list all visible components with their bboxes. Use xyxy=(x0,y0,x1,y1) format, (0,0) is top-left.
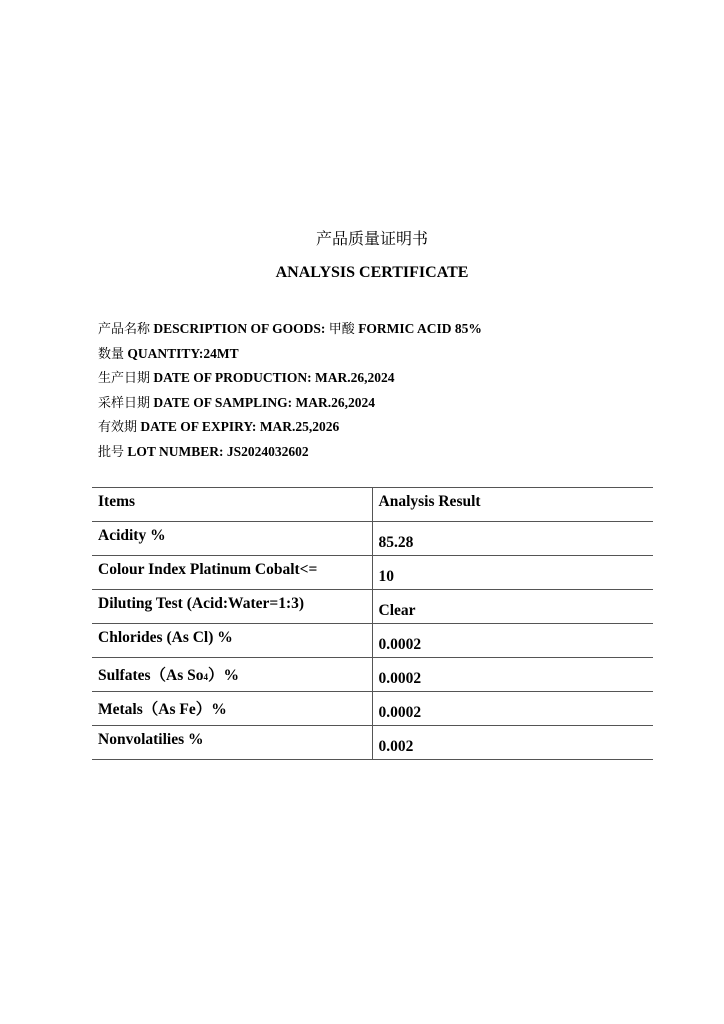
row-item: Nonvolatilies % xyxy=(92,726,372,760)
sampling-label-cn: 采样日期 xyxy=(98,395,151,411)
sulfates-unit: ）% xyxy=(208,667,240,684)
sampling-date-line xyxy=(98,394,658,419)
expiry-date-line xyxy=(98,418,658,443)
description-value-cn: 甲酸 xyxy=(328,322,355,337)
table-row xyxy=(92,590,653,624)
analysis-results-table xyxy=(92,487,653,760)
production-date-value: MAR.26,2024 xyxy=(315,370,395,386)
row-item: Diluting Test (Acid:Water=1:3) xyxy=(92,590,372,624)
row-item: Chlorides (As Cl) % xyxy=(92,624,372,658)
production-date-line xyxy=(98,369,658,394)
row-item: Colour Index Platinum Cobalt<= xyxy=(92,556,372,590)
document-title-english: ANALYSIS CERTIFICATE xyxy=(275,264,469,281)
header-items: Items xyxy=(92,488,372,522)
table-row xyxy=(92,556,653,590)
header-analysis-result: Analysis Result xyxy=(372,488,653,522)
lot-label-en: LOT NUMBER: xyxy=(127,443,224,459)
table-row xyxy=(92,692,653,726)
table-row xyxy=(92,624,653,658)
sulfates-label: Sulfates（As So xyxy=(98,667,204,684)
row-result: 85.28 xyxy=(372,522,653,556)
subscript-four: 4 xyxy=(203,672,209,682)
quantity-label-en: QUANTITY: xyxy=(127,345,204,361)
row-result: 0.0002 xyxy=(372,624,653,658)
row-result: 0.002 xyxy=(372,726,653,760)
description-label-cn: 产品名称 xyxy=(98,322,151,337)
table-row xyxy=(92,658,653,692)
row-result: 10 xyxy=(372,556,653,590)
quantity-line xyxy=(98,345,658,370)
lot-number-value: JS2024032602 xyxy=(226,443,309,459)
expiry-label-cn: 有效期 xyxy=(98,420,138,436)
table-header-row xyxy=(92,488,653,522)
quantity-label-cn: 数量 xyxy=(98,346,125,362)
row-result: 0.0002 xyxy=(372,692,653,726)
production-label-en: DATE OF PRODUCTION: xyxy=(153,370,312,386)
document-title-chinese: 产品质量证明书 xyxy=(315,229,428,248)
row-item: Acidity % xyxy=(92,522,372,556)
row-item: Metals（As Fe）% xyxy=(92,692,372,726)
expiry-date-value: MAR.25,2026 xyxy=(259,419,340,435)
row-item xyxy=(92,658,372,692)
production-label-cn: 生产日期 xyxy=(98,371,151,387)
table-row xyxy=(92,726,653,760)
product-info-block xyxy=(98,320,658,468)
description-value-en: FORMIC ACID 85% xyxy=(358,321,482,336)
description-label-en: DESCRIPTION OF GOODS: xyxy=(153,321,326,336)
lot-number-line xyxy=(98,443,658,468)
description-line xyxy=(98,320,658,345)
lot-label-cn: 批号 xyxy=(98,444,125,460)
row-result: 0.0002 xyxy=(372,658,653,692)
expiry-label-en: DATE OF EXPIRY: xyxy=(140,419,257,435)
quantity-value: 24MT xyxy=(203,345,239,361)
row-result: Clear xyxy=(372,590,653,624)
table-row xyxy=(92,522,653,556)
sampling-date-value: MAR.26,2024 xyxy=(295,394,376,410)
sampling-label-en: DATE OF SAMPLING: xyxy=(153,394,293,410)
